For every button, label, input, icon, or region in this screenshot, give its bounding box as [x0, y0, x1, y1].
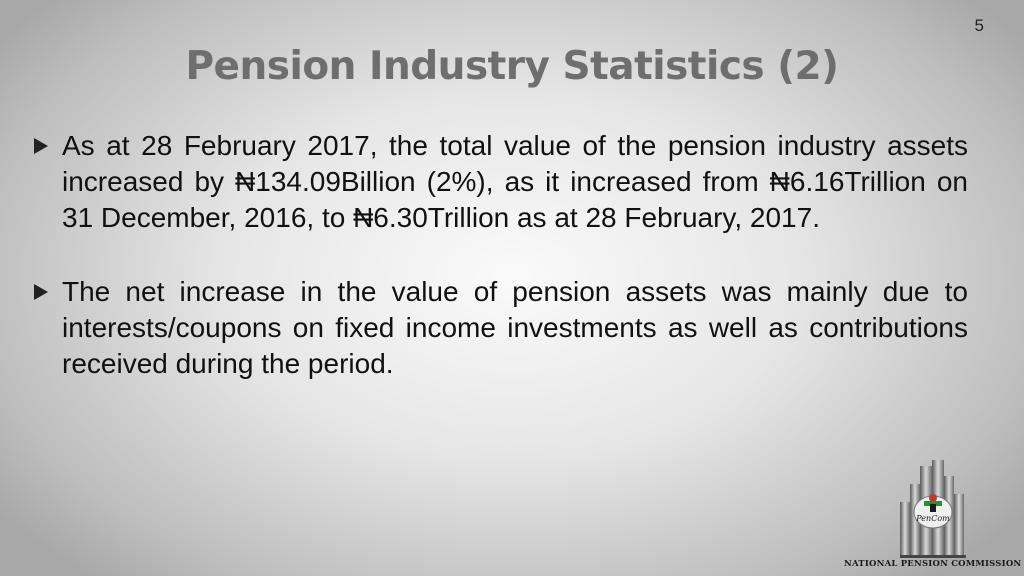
- bullet-text: The net increase in the value of pension assets was mainly due to interests/coupons on fixed income investments as well as contributions received during the period.: [62, 276, 968, 379]
- pencom-emblem-icon: [900, 458, 966, 560]
- bullet-item: [34, 128, 968, 236]
- pencom-logo: [840, 458, 1024, 576]
- slide-title: Pension Industry Statistics (2): [185, 44, 839, 89]
- bullet-text: As at 28 February 2017, the total value of the pension industry assets increased by ₦134.09Billion (2%), as it increased from ₦6.16Trillion on 31 December, 2016, to ₦6.30Trillion as at 28 February, 2017.: [62, 130, 968, 233]
- bullet-arrow-icon: [34, 138, 48, 154]
- bullet-list: [34, 128, 968, 382]
- logo-wordmark: PenCom: [916, 514, 950, 523]
- logo-caption: NATIONAL PENSION COMMISSION: [844, 559, 1022, 569]
- page-number: 5: [974, 16, 984, 35]
- bullet-arrow-icon: [34, 284, 48, 300]
- bullet-item: [34, 274, 968, 382]
